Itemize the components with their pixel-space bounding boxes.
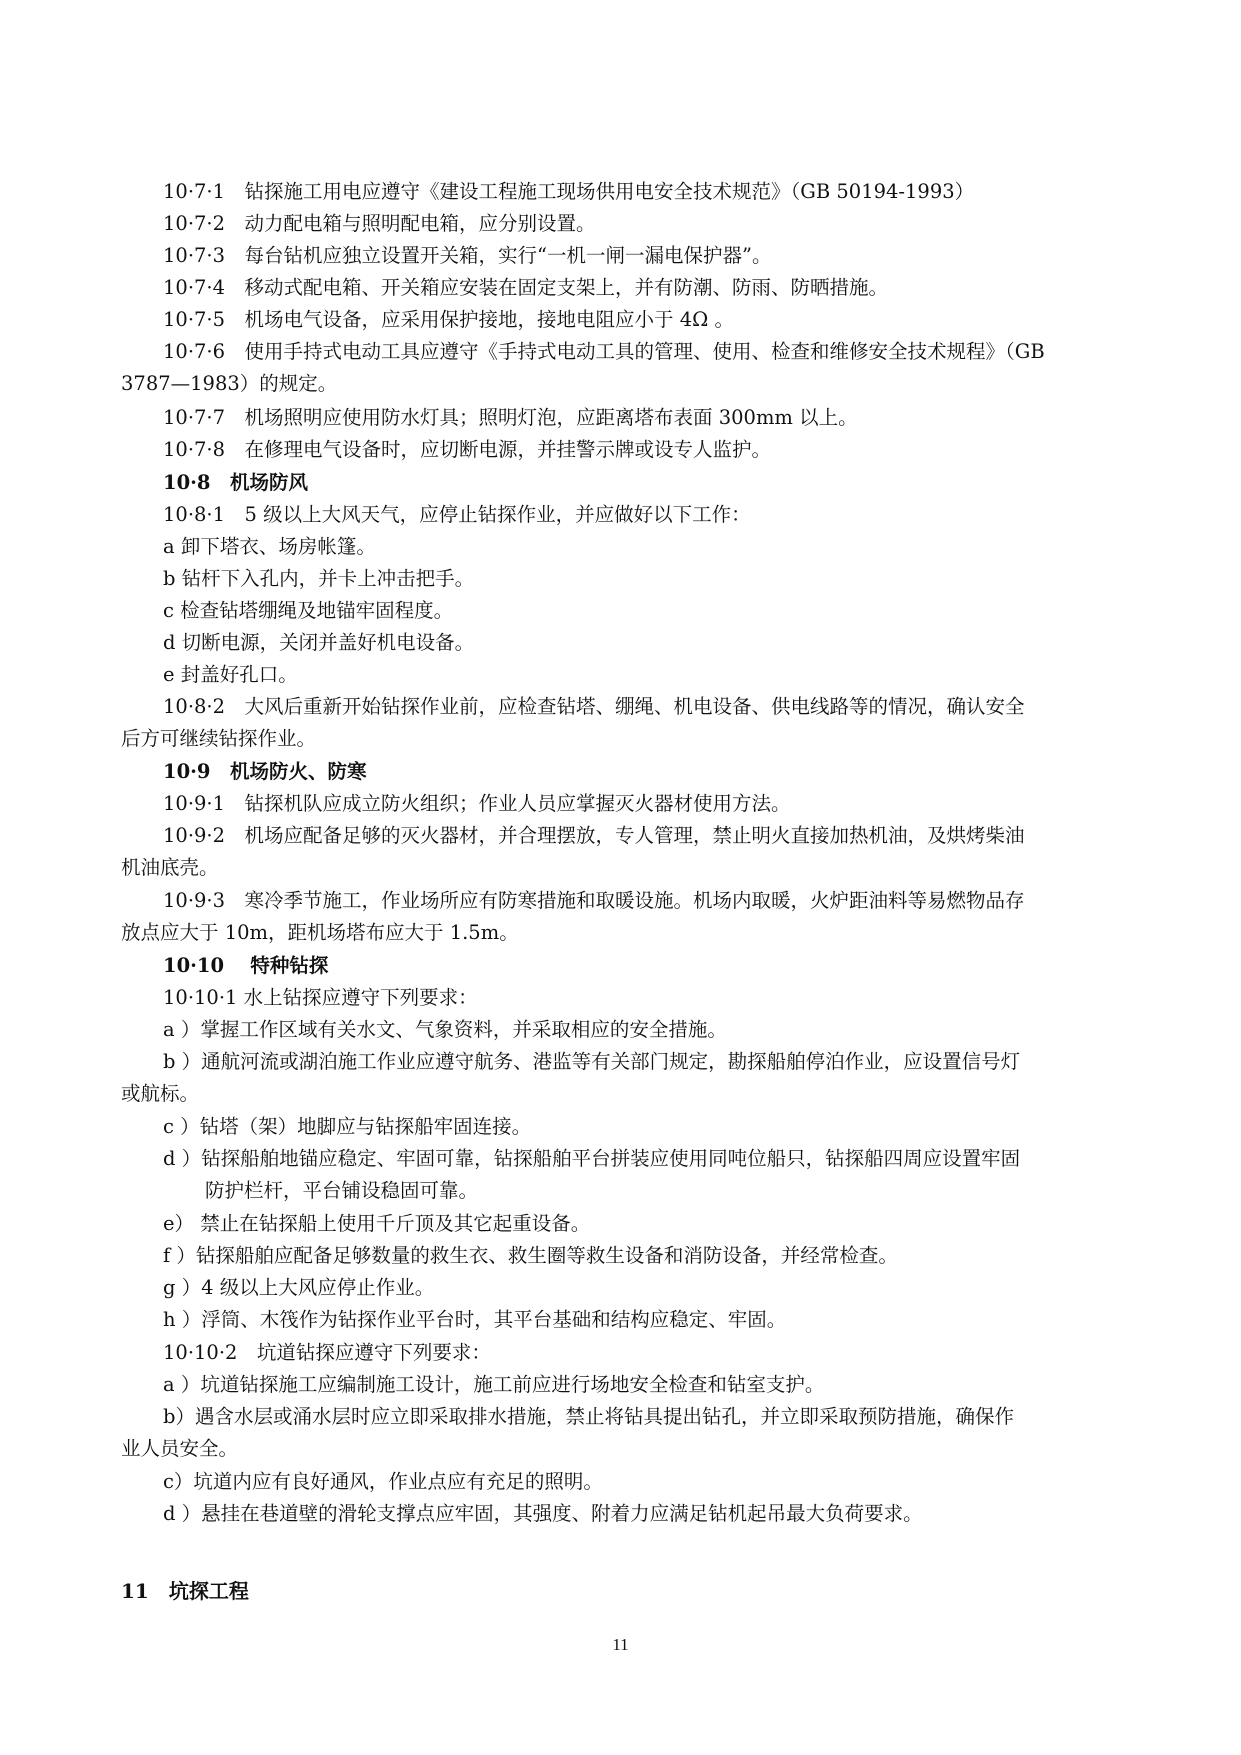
- section-heading-10-8: 10·8 机场防风: [163, 471, 308, 494]
- para-10-7-5: 10·7·5 机场电气设备，应采用保护接地，接地电阻应小于 4Ω 。: [163, 308, 734, 331]
- list-item-d: d ）钻探船舶地锚应稳定、牢固可靠，钻探船舶平台拼装应使用同吨位船只，钻探船四周应设置牢固: [163, 1147, 1021, 1170]
- para-10-9-2: 10·9·2 机场应配备足够的灭火器材，并合理摆放，专人管理，禁止明火直接加热机油，及烘烤柴油: [163, 824, 1025, 847]
- list-item-b-cont: 业人员安全。: [121, 1437, 239, 1460]
- list-item-g: g ）4 级以上大风应停止作业。: [163, 1276, 435, 1299]
- list-item-c: c ）钻塔（架）地脚应与钻探船牢固连接。: [163, 1115, 532, 1138]
- para-10-9-3-cont: 放点应大于 10m，距机场塔布应大于 1.5m。: [121, 921, 519, 944]
- para-10-7-1: 10·7·1 钻探施工用电应遵守《建设工程施工现场供用电安全技术规范》（GB 50194-1993）: [163, 180, 975, 203]
- list-item-a: a ）坑道钻探施工应编制施工设计，施工前应进行场地安全检查和钻室支护。: [163, 1373, 825, 1396]
- page-number: 11: [612, 1635, 629, 1654]
- section-heading-10-10: 10·10 特种钻探: [163, 954, 329, 977]
- list-item-e: e） 禁止在钻探船上使用千斤顶及其它起重设备。: [163, 1212, 591, 1235]
- para-10-8-2-cont: 后方可继续钻探作业。: [121, 727, 317, 750]
- para-10-7-7: 10·7·7 机场照明应使用防水灯具；照明灯泡，应距离塔布表面 300mm 以上。: [163, 406, 858, 429]
- para-10-8-1: 10·8·1 5 级以上大风天气，应停止钻探作业，并应做好以下工作：: [163, 503, 751, 526]
- para-10-9-1: 10·9·1 钻探机队应成立防火组织；作业人员应掌握灭火器材使用方法。: [163, 792, 791, 815]
- list-item-a: a ）掌握工作区域有关水文、气象资料，并采取相应的安全措施。: [163, 1018, 727, 1041]
- para-10-9-2-cont: 机油底壳。: [121, 856, 219, 879]
- list-item-c: c 检查钻塔绷绳及地锚牢固程度。: [163, 599, 454, 622]
- list-item-b: b ）通航河流或湖泊施工作业应遵守航务、港监等有关部门规定，勘探船舶停泊作业，应设置信号灯: [163, 1050, 1021, 1073]
- para-10-9-3: 10·9·3 寒冷季节施工，作业场所应有防寒措施和取暖设施。机场内取暖，火炉距油料等易燃物品存: [163, 889, 1025, 912]
- list-item-e: e 封盖好孔口。: [163, 663, 298, 686]
- chapter-heading: 11 坑探工程: [121, 1579, 249, 1603]
- list-item-b: b 钻杆下入孔内，并卡上冲击把手。: [163, 567, 475, 590]
- para-10-10-2: 10·10·2 坑道钻探应遵守下列要求：: [163, 1341, 491, 1364]
- para-10-7-8: 10·7·8 在修理电气设备时，应切断电源，并挂警示牌或设专人监护。: [163, 438, 772, 461]
- para-10-7-3: 10·7·3 每台钻机应独立设置开关箱，实行“一机一闸一漏电保护器”。: [163, 244, 772, 267]
- para-10-7-6: 10·7·6 使用手持式电动工具应遵守《手持式电动工具的管理、使用、检查和维修安全技术规程》（GB: [163, 340, 1045, 363]
- list-item-f: f ）钻探船舶应配备足够数量的救生衣、救生圈等救生设备和消防设备，并经常检查。: [163, 1244, 898, 1267]
- list-item-c: c）坑道内应有良好通风，作业点应有充足的照明。: [163, 1470, 603, 1493]
- list-item-d-cont: 防护栏杆，平台铺设稳固可靠。: [205, 1179, 479, 1202]
- list-item-b-cont: 或航标。: [121, 1082, 200, 1105]
- list-item-d: d 切断电源，关闭并盖好机电设备。: [163, 631, 475, 654]
- para-10-7-6-cont: 3787—1983）的规定。: [121, 372, 338, 395]
- para-10-8-2: 10·8·2 大风后重新开始钻探作业前，应检查钻塔、绷绳、机电设备、供电线路等的情况，确认安全: [163, 695, 1025, 718]
- para-10-7-2: 10·7·2 动力配电箱与照明配电箱，应分别设置。: [163, 212, 596, 235]
- list-item-d: d ）悬挂在巷道壁的滑轮支撑点应牢固，其强度、附着力应满足钻机起吊最大负荷要求。: [163, 1502, 923, 1525]
- list-item-h: h ）浮筒、木筏作为钻探作业平台时，其平台基础和结构应稳定、牢固。: [163, 1308, 787, 1331]
- list-item-b: b）遇含水层或涌水层时应立即采取排水措施，禁止将钻具提出钻孔，并立即采取预防措施，确保作: [163, 1405, 1014, 1428]
- para-10-10-1: 10·10·1 水上钻探应遵守下列要求：: [163, 986, 478, 1009]
- list-item-a: a 卸下塔衣、场房帐篷。: [163, 535, 376, 558]
- para-10-7-4: 10·7·4 移动式配电箱、开关箱应安装在固定支架上，并有防潮、防雨、防晒措施。: [163, 276, 889, 299]
- section-heading-10-9: 10·9 机场防火、防寒: [163, 760, 367, 783]
